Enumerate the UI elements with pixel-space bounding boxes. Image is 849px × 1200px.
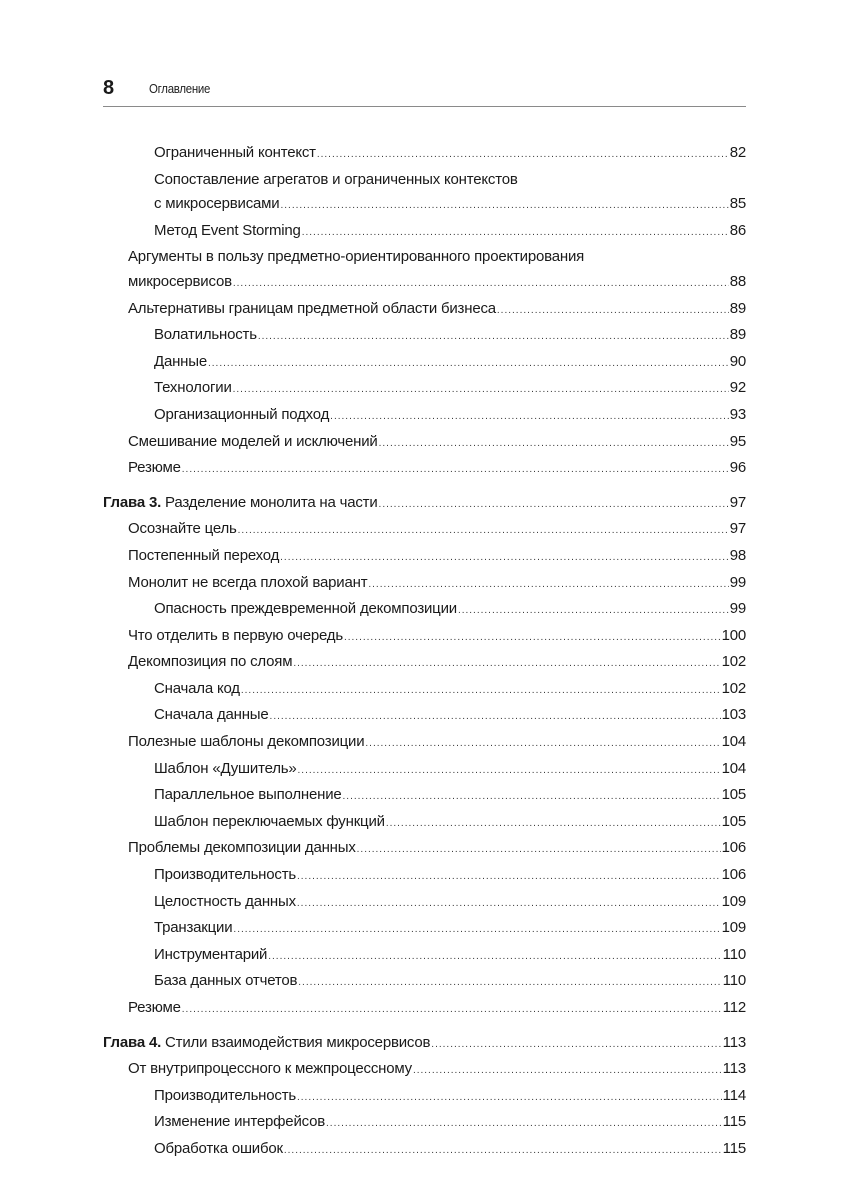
toc-entry-title-text: Резюме bbox=[128, 459, 181, 477]
toc-entry-title-text: Производительность bbox=[154, 1086, 296, 1104]
dot-leader bbox=[297, 865, 721, 890]
toc-entry-title-text: База данных отчетов bbox=[154, 972, 298, 990]
toc-entry[interactable] bbox=[103, 376, 746, 403]
dot-leader bbox=[413, 1059, 722, 1084]
dot-leader bbox=[326, 1112, 722, 1137]
toc-entry-title-text: Резюме bbox=[128, 999, 181, 1016]
toc-entry-title bbox=[128, 430, 378, 455]
toc-entry[interactable] bbox=[103, 1084, 746, 1111]
toc-entry[interactable] bbox=[103, 863, 746, 890]
toc-entry-title bbox=[154, 757, 297, 782]
toc-entry-title bbox=[154, 192, 279, 217]
toc-entry-title-text: Шаблон «Душитель» bbox=[154, 759, 297, 777]
toc-entry-page-number: 90 bbox=[729, 352, 746, 370]
dot-leader bbox=[497, 299, 729, 324]
toc-entry-title bbox=[154, 863, 296, 888]
toc-entry-page-number: 113 bbox=[722, 1060, 746, 1078]
toc-entry-page-number: 97 bbox=[729, 520, 746, 538]
toc-entry-title-text: Смешивание моделей и исключений bbox=[128, 432, 378, 450]
dot-leader bbox=[317, 143, 729, 168]
dot-leader bbox=[344, 626, 721, 651]
toc-entry-title-text: Изменение интерфейсов bbox=[154, 1113, 326, 1131]
toc-entry-page-number: 92 bbox=[729, 379, 746, 397]
toc-entry-title-text: Разделение монолита на части bbox=[165, 493, 378, 511]
toc-entry[interactable] bbox=[103, 456, 746, 483]
dot-leader bbox=[233, 272, 729, 297]
dot-leader bbox=[365, 732, 720, 757]
toc-entry-title bbox=[154, 677, 240, 702]
toc-entry[interactable] bbox=[103, 219, 746, 246]
page-header bbox=[103, 76, 746, 107]
toc-entry-title bbox=[154, 323, 257, 348]
toc-entry-title bbox=[154, 943, 267, 968]
toc-entry-page-number: 89 bbox=[729, 299, 746, 317]
toc-entry[interactable] bbox=[103, 141, 746, 168]
toc-entry[interactable] bbox=[103, 597, 746, 624]
toc-entry-title bbox=[128, 836, 356, 861]
toc-entry-title-text: Что отделить в первую очередь bbox=[128, 626, 343, 644]
toc-entry-title bbox=[128, 571, 367, 596]
toc-entry[interactable] bbox=[103, 943, 746, 970]
toc-entry[interactable] bbox=[103, 890, 746, 917]
toc-entry-title bbox=[154, 916, 232, 941]
toc-entry[interactable] bbox=[103, 1137, 746, 1164]
toc-entry-title-text: Стили взаимодействия микросервисов bbox=[165, 1033, 431, 1051]
toc-entry-page-number: 99 bbox=[729, 573, 746, 591]
dot-leader bbox=[182, 458, 729, 483]
toc-entry-page-number: 85 bbox=[729, 195, 746, 213]
toc-entry-title-text: Опасность преждевременной декомпозиции bbox=[154, 600, 457, 618]
toc-entry-title bbox=[128, 1057, 412, 1082]
dot-leader bbox=[368, 573, 728, 598]
toc-entry-title-text: Альтернативы границам предметной области бизнеса bbox=[128, 299, 496, 317]
toc-entry-title bbox=[128, 270, 232, 295]
toc-entry-page-number: 112 bbox=[722, 999, 746, 1016]
toc-entry-page-number: 110 bbox=[722, 972, 746, 990]
dot-leader bbox=[182, 998, 722, 1023]
toc-entry-page-number: 115 bbox=[722, 1113, 746, 1131]
toc-entry[interactable] bbox=[103, 916, 746, 943]
toc-entry[interactable] bbox=[103, 810, 746, 837]
toc-entry-title bbox=[154, 403, 329, 428]
toc-entry-title-text: Монолит не всегда плохой вариант bbox=[128, 573, 368, 591]
toc-entry-title bbox=[154, 969, 297, 994]
toc-entry-page-number: 102 bbox=[721, 653, 746, 671]
toc-chapter-entry[interactable] bbox=[103, 1031, 746, 1058]
toc-entry-page-number: 82 bbox=[729, 144, 746, 161]
toc-entry-title-text: Производительность bbox=[154, 866, 296, 884]
toc-entry-title bbox=[154, 219, 301, 244]
toc-entry-title-text: Проблемы декомпозиции данных bbox=[128, 839, 356, 857]
toc-entry[interactable] bbox=[103, 168, 746, 219]
toc-entry-title-text: Сначала код bbox=[154, 679, 240, 697]
dot-leader bbox=[330, 405, 729, 430]
toc-entry-page-number: 104 bbox=[721, 759, 746, 777]
toc-entry-page-number: 100 bbox=[721, 626, 746, 644]
toc-entry-title bbox=[154, 1137, 283, 1162]
chapter-label: Глава 3. bbox=[103, 493, 162, 511]
toc-entry-page-number: 104 bbox=[721, 733, 746, 751]
dot-leader bbox=[293, 652, 720, 677]
table-of-contents bbox=[103, 141, 746, 1164]
toc-entry-title bbox=[128, 730, 364, 755]
toc-entry-page-number: 105 bbox=[721, 786, 746, 804]
toc-entry-title bbox=[103, 491, 378, 516]
toc-entry[interactable] bbox=[103, 783, 746, 810]
dot-leader bbox=[357, 838, 721, 863]
toc-entry-title bbox=[128, 517, 237, 542]
toc-entry-title bbox=[128, 544, 279, 569]
toc-entry-title bbox=[154, 810, 385, 835]
toc-entry-title-text: Декомпозиция по слоям bbox=[128, 653, 293, 671]
toc-entry[interactable] bbox=[103, 996, 746, 1023]
dot-leader bbox=[280, 194, 728, 219]
page-number: 8 bbox=[103, 77, 115, 99]
toc-entry-page-number: 110 bbox=[722, 945, 746, 963]
toc-entry[interactable] bbox=[103, 650, 746, 677]
toc-entry-title-line1: Аргументы в пользу предметно-ориентированного проектирования bbox=[128, 248, 585, 266]
dot-leader bbox=[268, 945, 721, 970]
toc-entry[interactable] bbox=[103, 757, 746, 784]
toc-entry[interactable] bbox=[103, 730, 746, 757]
chapter-label: Глава 4. bbox=[103, 1033, 162, 1051]
toc-entry[interactable] bbox=[103, 323, 746, 350]
toc-entry[interactable] bbox=[103, 517, 746, 544]
dot-leader bbox=[379, 493, 729, 518]
toc-entry-page-number: 89 bbox=[729, 326, 746, 344]
toc-entry-page-number: 93 bbox=[729, 405, 746, 423]
toc-entry-title-text: Технологии bbox=[154, 379, 232, 397]
toc-entry-page-number: 99 bbox=[729, 600, 746, 618]
toc-entry-page-number: 105 bbox=[721, 812, 746, 830]
toc-entry-title bbox=[154, 1110, 325, 1135]
toc-entry-page-number: 106 bbox=[721, 866, 746, 884]
toc-entry-page-number: 95 bbox=[729, 432, 746, 450]
dot-leader bbox=[431, 1033, 721, 1058]
toc-entry-title-text: Транзакции bbox=[154, 919, 233, 937]
toc-entry-title-text: Организационный подход bbox=[154, 405, 330, 423]
toc-entry-title bbox=[128, 650, 292, 675]
toc-entry-title bbox=[103, 1031, 430, 1056]
toc-entry-title bbox=[154, 597, 457, 622]
toc-entry-title-text: микросервисов bbox=[128, 272, 232, 290]
dot-leader bbox=[233, 918, 720, 943]
dot-leader bbox=[458, 599, 729, 624]
toc-entry[interactable] bbox=[103, 969, 746, 996]
toc-entry-page-number: 98 bbox=[729, 546, 746, 564]
toc-entry-page-number: 102 bbox=[721, 679, 746, 697]
toc-entry-title bbox=[154, 141, 316, 166]
toc-entry-title-text: Постепенный переход bbox=[128, 546, 280, 564]
dot-leader bbox=[208, 352, 729, 377]
toc-entry[interactable] bbox=[103, 836, 746, 863]
toc-entry-title-text: Параллельное выполнение bbox=[154, 786, 342, 804]
toc-entry-page-number: 113 bbox=[722, 1033, 746, 1051]
toc-entry-title-text: Сначала данные bbox=[154, 706, 269, 724]
toc-entry-title-text: Целостность данных bbox=[154, 892, 296, 910]
toc-entry[interactable] bbox=[103, 624, 746, 651]
toc-entry-title-line1: Сопоставление агрегатов и ограниченных контекстов bbox=[154, 170, 518, 188]
toc-entry-title-text: Волатильность bbox=[154, 326, 257, 344]
toc-entry-title-text: Обработка ошибок bbox=[154, 1139, 283, 1157]
dot-leader bbox=[297, 892, 721, 917]
toc-entry-title bbox=[128, 996, 181, 1021]
toc-entry-title-text: Полезные шаблоны декомпозиции bbox=[128, 733, 365, 751]
toc-entry-page-number: 103 bbox=[721, 706, 746, 724]
toc-entry-title bbox=[154, 376, 232, 401]
toc-entry[interactable] bbox=[103, 571, 746, 598]
dot-leader bbox=[280, 546, 729, 571]
toc-entry-title-text: Шаблон переключаемых функций bbox=[154, 812, 385, 830]
toc-entry-title bbox=[128, 624, 343, 649]
toc-entry[interactable] bbox=[103, 703, 746, 730]
dot-leader bbox=[297, 1086, 722, 1111]
dot-leader bbox=[386, 812, 721, 837]
toc-entry-page-number: 86 bbox=[729, 221, 746, 239]
dot-leader bbox=[379, 432, 729, 457]
toc-entry-title-text: с микросервисами bbox=[154, 195, 280, 213]
toc-entry[interactable] bbox=[103, 1110, 746, 1137]
toc-entry-title-text: Ограниченный контекст bbox=[154, 144, 316, 161]
dot-leader bbox=[343, 785, 721, 810]
toc-entry-title bbox=[154, 890, 296, 915]
toc-entry-page-number: 115 bbox=[722, 1139, 746, 1157]
toc-entry-title-text: Инструментарий bbox=[154, 945, 268, 963]
dot-leader bbox=[241, 679, 721, 704]
toc-entry[interactable] bbox=[103, 430, 746, 457]
dot-leader bbox=[302, 221, 729, 246]
toc-entry-title bbox=[154, 783, 342, 808]
dot-leader bbox=[270, 705, 721, 730]
toc-entry-page-number: 88 bbox=[729, 272, 746, 290]
toc-entry-page-number: 109 bbox=[721, 892, 746, 910]
dot-leader bbox=[233, 378, 729, 403]
dot-leader bbox=[298, 759, 721, 784]
toc-entry-title bbox=[128, 456, 181, 481]
toc-entry-title bbox=[154, 1084, 296, 1109]
dot-leader bbox=[258, 325, 729, 350]
toc-entry-title-text: От внутрипроцессного к межпроцессному bbox=[128, 1060, 412, 1078]
toc-entry-page-number: 114 bbox=[722, 1086, 746, 1104]
toc-entry-title bbox=[154, 703, 269, 728]
dot-leader bbox=[298, 971, 721, 996]
toc-entry-page-number: 97 bbox=[729, 493, 746, 511]
toc-chapter-entry[interactable] bbox=[103, 491, 746, 518]
dot-leader bbox=[238, 519, 729, 544]
running-title: Оглавление bbox=[149, 81, 211, 96]
toc-entry[interactable] bbox=[103, 677, 746, 704]
toc-entry-title bbox=[154, 350, 207, 375]
toc-entry-title-text: Данные bbox=[154, 352, 207, 370]
toc-entry-page-number: 96 bbox=[729, 459, 746, 477]
dot-leader bbox=[284, 1139, 722, 1164]
toc-entry[interactable] bbox=[103, 350, 746, 377]
toc-entry[interactable] bbox=[103, 245, 746, 296]
toc-entry-title-text: Осознайте цель bbox=[128, 520, 237, 538]
toc-entry[interactable] bbox=[103, 1057, 746, 1084]
toc-entry[interactable] bbox=[103, 297, 746, 324]
toc-entry-title bbox=[128, 297, 496, 322]
toc-entry-page-number: 109 bbox=[721, 919, 746, 937]
toc-entry-title-text: Метод Event Storming bbox=[154, 221, 301, 239]
toc-entry[interactable] bbox=[103, 544, 746, 571]
toc-entry[interactable] bbox=[103, 403, 746, 430]
toc-entry-page-number: 106 bbox=[721, 839, 746, 857]
